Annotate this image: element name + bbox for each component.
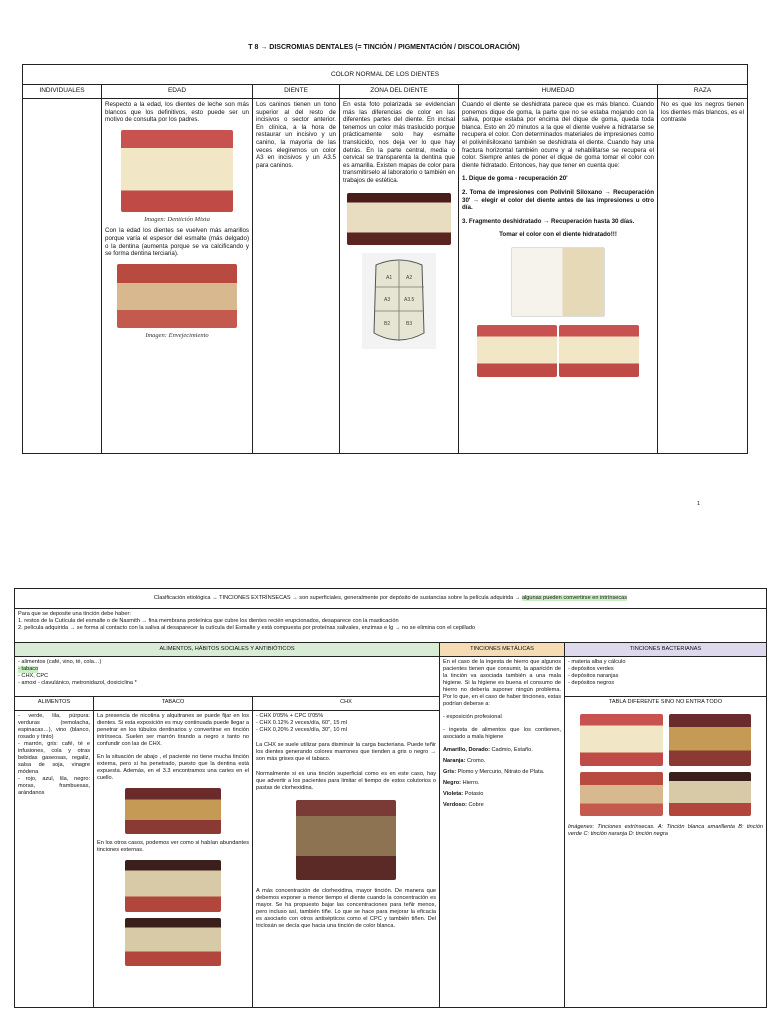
sub-chx: CHX	[253, 697, 440, 711]
photo-tabaco-2	[125, 860, 221, 912]
alimentos-list-cell	[15, 657, 440, 697]
col-bacterianas: TINCIONES BACTERIANAS	[565, 643, 767, 657]
photo-tincion-d	[669, 772, 752, 816]
photo-antes	[477, 325, 557, 377]
zona-text: En esta foto polarizada se evidencian más las diferencias de color en las diferentes partes del diente. En incisal tenemos un color más traslucido porque prácticamente solo hay esmalte translúcido, nos deja ver lo que hay detrás. En la parte central, media o cervical se transparenta la dentina que es amarilla. Existen mapas de color para transmitirselo al laboratorio o también en trabajos de estética.	[343, 101, 455, 184]
tabaco-text-2: En la situación de abajo , el paciente no tiene mucha tinción externa, pero si ha penetrado, puesto que la dentina está expuesta. Además, en el 3.3 encontramos una caries en el cuello.	[97, 754, 249, 781]
humedad-text: Cuando el diente se deshidrata parece que es más blanco. Cuando ponemos dique de goma, la parte que no se estaba mojando con la saliva, porque estaba por encima del dique de goma, queda toda blanca. Esto en 20 minutos a la que el diente vuelve a hidratarse se recupera el color. Con determinados materiales de impresiones como el polivinilsiloxano también se deshidrata el diente. Cuando hay una fractura horizontal también ocurre y al rehabilitarse se recupera el color. Siempre antes de poner el dique de goma tomar el color con diente hidratado. Entonces, hay que tener en cuenta que:	[462, 101, 654, 169]
diente-text: Los caninos tienen un tono superior al del resto de incisivos o sector anterior. En clínica, a la hora de restaurar un incisivo y un canino, la mayoría de las veces elegiremos un color A3 en incisivos y un A3.5 para caninos.	[256, 101, 336, 169]
photo-tincion-a	[580, 714, 663, 766]
cell-individuales	[23, 99, 102, 454]
tinciones-table	[14, 588, 767, 1008]
photo-tabaco-3	[125, 918, 221, 966]
metal-color-0: Amarillo, Dorado: Cadmio, Estaño.	[443, 747, 533, 753]
ali-item-3: - amoxi - clavulánico, metronidazol, doxiciclina *	[18, 680, 137, 686]
alimentos-text: - verde, lila, púrpura: verduras (remolacha, espinacas…), vino (blanco, rosado y tinto) - marrón, gris: café, té e infusiones, cola y otras bebidas gaseosas, regaliz, salsa de soja, vinagre módena - rojo, azul, lila, negro: moras, frambuesas, arándanos	[18, 713, 90, 796]
header-cell	[15, 589, 767, 609]
metal-bullet-1: - exposición profesional	[443, 714, 502, 720]
cell-diente	[253, 99, 340, 454]
photo-tabaco-1	[125, 788, 221, 834]
ali-item-0: - alimentos (café, vino, té, cola…)	[18, 659, 102, 665]
map-label-0: A1	[386, 274, 393, 281]
chx-item-2: - CHX 0,20% 2 veces/día, 30", 10 ml	[256, 727, 347, 733]
intro-text: Para que se deposite una tinción debe haber:	[18, 611, 131, 617]
tabaco-text-3: En los otros casos, podemos ver como si habían abundantes tinciones externas.	[97, 840, 249, 853]
metal-text: En el caso de la ingesta de hierro que algunos pacientes tienen que consumir, la aparición de la tinción va asociada también a una mala higiene. Si la higiene es buena el consumo de hierro no debería suponer ningún problema. Por lo que, en el caso de haber tinciones, estas podrían deberse a:	[443, 659, 561, 707]
bacterianas-images-cell	[565, 697, 767, 1008]
edad-text-1: Respecto a la edad, los dientes de leche son más blancos que los definitivos, esto puede ser un motivo de consulta por los padres.	[105, 101, 249, 124]
cell-edad	[102, 99, 253, 454]
page-number: 1	[697, 501, 701, 507]
humedad-tip: Tomar el color con el diente hidratado!!!	[499, 231, 617, 239]
map-label-3: A3.5	[404, 296, 415, 303]
metal-bullet-2: - ingesta de alimentos que los contienen, asociado a mala higiene	[443, 727, 561, 740]
chx-cell	[253, 711, 440, 1008]
intro-cell	[15, 609, 767, 643]
header-mark: algunas pueden convertirse en intrínsecas	[521, 595, 628, 601]
metal-color-5: Verdoso: Cobre	[443, 802, 484, 808]
chx-text-1: La CHX se suele utilizar para disminuir la carga bacteriana. Puede teñir los dientes generando colores marrones que tienden a gris o negro → son más grises que el tabaco.	[256, 742, 436, 762]
ali-item-1: - tabaco	[18, 666, 39, 672]
header-text: Clasificación etiológica → TINCIONES EXTRÍNSECAS → son superficiales, generalmente por depósito de sustancias sobre la película adquirida →	[153, 595, 521, 601]
color-normal-table	[22, 64, 748, 454]
sub-alimentos: ALIMENTOS	[15, 697, 94, 711]
edad-text-2: Con la edad los dientes se vuelven más amarillos porque varía el espesor del esmalte (más delgado) o la dentina (aumenta porque se va calcificando y se forma dentina terciaria).	[105, 227, 249, 258]
photo-denticion-mixta	[121, 130, 233, 212]
page-title: T 8 → DISCROMIAS DENTALES (= TINCIÓN / PIGMENTACIÓN / DISCOLORACIÓN)	[248, 44, 520, 51]
intro-item-2: 2. película adquirida → se forma al contacto con la saliva al desaparecer la cutícula del Esmalte y está compuesta por proteínas salivales, enzimas e Ig → no se elimina con el cepillado	[18, 625, 476, 631]
humedad-item-2: 2. Toma de impresiones con Polivinil Siloxano → Recuperación 30' → elegir el color del diente antes de las impresiones u otro día.	[462, 188, 654, 212]
bacterianas-list-cell	[565, 657, 767, 697]
metalicas-cell	[440, 657, 565, 1008]
alimentos-cell	[15, 711, 94, 1008]
map-label-5: B3	[406, 320, 413, 327]
col-humedad: HUMEDAD	[459, 85, 658, 99]
bac-item-3: - depósitos negros	[568, 680, 615, 686]
chx-text-3: A más concentración de clorhexidina, mayor tinción. De manera que debemos exponer a menor tiempo el diente cuando la concentración es mayor. Se ha propuesto bajar las concentraciones para teñir menos, pero incluso así, también tiñe. Lo que se hace para mejorar la eficacia es asociarlo con otros antisépticos como el CPC y también tiñen. Del triclosán se decía que hacia una tinción de color blanca.	[256, 888, 436, 929]
photo-pair	[462, 325, 654, 377]
raza-text: No es que los negros tienen los dientes más blancos, es el contraste	[661, 101, 744, 124]
photo-envejecimiento	[117, 264, 237, 328]
photo-despues	[559, 325, 639, 377]
bac-item-2: - depósitos naranjas	[568, 673, 619, 679]
col-metalicas: TINCIONES METÁLICAS	[440, 643, 565, 657]
photo-chx	[296, 800, 396, 880]
sub-tabaco: TABACO	[94, 697, 253, 711]
map-label-2: A3	[384, 296, 391, 303]
caption-envejecimiento: Imagen: Envejecimiento	[145, 331, 209, 339]
chx-text-2: Normalmente si es una tinción superficial como es en este caso, hay que advertir a los pacientes para limitar el tiempo de estos colutorios o pastas de clorhexidina.	[256, 771, 436, 791]
cell-raza	[658, 99, 748, 454]
cell-humedad	[459, 99, 658, 454]
photo-polarizada	[347, 193, 451, 245]
bac-photo-grid	[580, 714, 751, 816]
photo-deshidratado	[511, 247, 605, 317]
tabaco-text-1: La presencia de nicotina y alquitranes se puede fijar en los dientes. Si esta exposición es muy continuada puede llegar a penetrar en los túbulos dentinarios y convertirse en tinción intrínseca. Suelen ser marrón tirando a negro x tanto no confundir con las de CHX.	[97, 713, 249, 747]
caption-denticion: Imagen: Dentición Mixta	[144, 215, 210, 223]
ali-item-2: - CHX, CPC	[18, 673, 49, 679]
col-zona: ZONA DEL DIENTE	[340, 85, 459, 99]
map-label-1: A2	[406, 274, 413, 281]
bac-caption: Imágenes: Tinciones extrínsecas. A: Tinción blanca amarillenta B: tinción verde C: tinción naranja D: tinción negra	[568, 824, 763, 837]
photo-tincion-b	[669, 714, 752, 766]
chx-item-1: - CHX 0.12% 2 veces/día, 60", 15 ml	[256, 720, 347, 726]
intro-item-1: 1. restos de la Cutícula del esmalte o de Nasmith → fina membrana proteínica que cubre los dientes recién erupcionados, desaparece con la masticación	[18, 618, 399, 624]
col-diente: DIENTE	[253, 85, 340, 99]
photo-tincion-c	[580, 772, 663, 816]
metal-color-4: Violeta: Potasio	[443, 791, 484, 797]
col-alimentos: ALIMENTOS, HÁBITOS SOCIALES Y ANTIBIÓTICOS	[15, 643, 440, 657]
metal-colors	[443, 747, 561, 809]
map-label-4: B2	[384, 320, 391, 327]
table-title: COLOR NORMAL DE LOS DIENTES	[23, 65, 748, 85]
bac-sub: TABLA DIFERENTE SINO NO ENTRA TODO	[608, 699, 723, 705]
tabaco-cell	[94, 711, 253, 1008]
metal-color-3: Negro: Hierro.	[443, 780, 480, 786]
bac-item-1: - depósitos verdes	[568, 666, 614, 672]
chx-item-0: - CHX 0'05% + CPC 0'05%	[256, 713, 324, 719]
humedad-item-1: 1. Dique de goma - recuperación 20'	[462, 175, 568, 183]
metal-color-1: Naranja: Cromo.	[443, 758, 486, 764]
col-individuales: INDIVIDUALES	[23, 85, 102, 99]
bac-item-0: - materia alba y cálculo	[568, 659, 626, 665]
cell-zona	[340, 99, 459, 454]
col-edad: EDAD	[102, 85, 253, 99]
humedad-item-3: 3. Fragmento deshidratado → Recuperación hasta 30 días.	[462, 217, 635, 225]
metal-color-2: Gris: Plomo y Mercurio, Nitrato de Plata.	[443, 769, 545, 775]
color-map-diagram	[362, 253, 436, 349]
col-raza: RAZA	[658, 85, 748, 99]
